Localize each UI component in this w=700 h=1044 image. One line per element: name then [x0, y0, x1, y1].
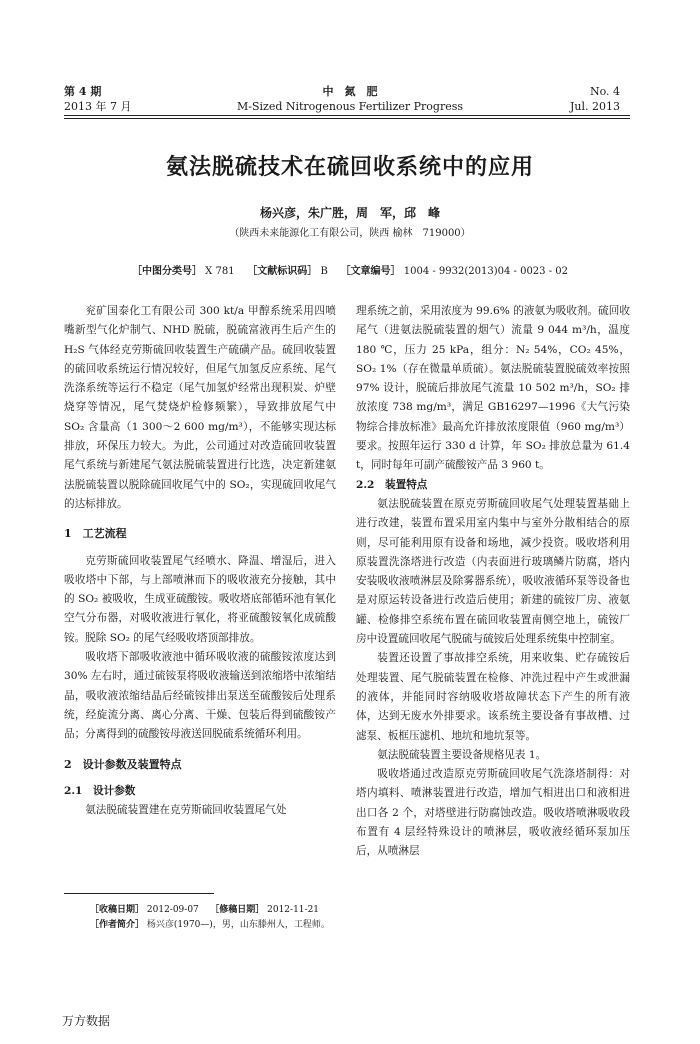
- section-1-paragraph-2: 吸收塔下部吸收液池中循环吸收液的硫酸铵浓度达到 30% 左右时，通过硫铵泵将吸收液输送到浓缩塔中浓缩结晶，吸收液浓缩结晶后经硫铵排出泵送至硫酸铵后处理系统，经旋流分离、离心分离、干燥、包装后得到硫酸铵产品；分离得到的硫酸铵母液送回脱硫系统循环利用。: [64, 651, 336, 741]
- issue-date: 2013 年 7 月: [64, 100, 132, 113]
- section-2-2-paragraph-2: 装置还设置了事故排空系统，用来收集、贮存硫铵后处理装置、尾气脱硫装置在检修、冲洗过程中产生或泄漏的液体，并能同时容纳吸收塔故障状态下产生的所有液体，达到无废水外排要求。该系统主要设备有事故槽、过滤泵、板框压滤机、地坑和地坑泵等。: [356, 652, 630, 742]
- header-rule: [64, 115, 630, 116]
- article-authors: 杨兴彦，朱广胜，周 军，邱 峰: [259, 206, 440, 220]
- received-date: 2012-09-07: [146, 905, 199, 915]
- classification-label: ［中图分类号］: [131, 266, 202, 277]
- header-right: [570, 84, 620, 114]
- section-2-1-continued: 理系统之前，采用浓度为 99.6% 的液氨为吸收剂。硫回收尾气（进氨法脱硫装置的烟气）流量 9 044 m³/h，温度 180 ℃，压力 25 kPa，组分：N₂ 54%，CO₂ 45%，SO₂ 1%（存在微量单质硫）。氨法脱硫装置脱硫效率按照 97% 设计，脱硫后排放尾气流量 10 502 m³/h，SO₂ 排放浓度 738 mg/m³，满足 GB16297—1996《大气污染物综合排放标准》最高允许排放浓度限值（960 mg/m³）要求。按照年运行 330 d 计算，年 SO₂ 排放总量为 61.4 t，同时每年可副产硫酸铵产品 3 960 t。: [356, 305, 630, 472]
- revised-label: ［修稿日期］: [210, 905, 265, 915]
- article-affiliation: （陕西未来能源化工有限公司，陕西 榆林 719000）: [229, 228, 471, 239]
- footnote-dates: [90, 903, 319, 917]
- right-column: [356, 302, 630, 862]
- article-number-label: ［文章编号］: [340, 266, 401, 277]
- header-rule-thin: [64, 118, 630, 119]
- doc-code-label: ［文献标识码］: [247, 266, 318, 277]
- section-2-1-paragraph: 氨法脱硫装置建在克劳斯硫回收装置尾气处: [85, 804, 287, 817]
- received-label: ［收稿日期］: [90, 905, 145, 915]
- doc-code: B: [320, 266, 328, 277]
- section-2-heading: 2 设计参数及装置特点: [64, 757, 182, 771]
- classification-line: [0, 262, 700, 277]
- article-title: 氨法脱硫技术在硫回收系统中的应用: [165, 154, 534, 180]
- section-2-2-heading: 2.2 装置特点: [356, 478, 428, 491]
- issue-number-en: No. 4: [589, 85, 620, 98]
- issue-date-en: Jul. 2013: [570, 100, 620, 113]
- issue-number: 第 4 期: [64, 85, 102, 98]
- footnote-rule: [64, 893, 214, 894]
- journal-name-cn: 中 氮 肥: [322, 85, 378, 98]
- section-2-2-paragraph-4: 吸收塔通过改造原克劳斯硫回收尾气洗涤塔制得：对塔内填料、喷淋装置进行改造，增加气相进出口和液相进出口各 2 个，对塔壁进行防腐蚀改造。吸收塔喷淋吸收段布置有 4 层经特殊设计的喷淋层，吸收液经循环泵加压后，从喷淋层: [356, 768, 630, 858]
- section-1-paragraph-1: 克劳斯硫回收装置尾气经喷水、降温、增湿后，进入吸收塔中下部，与上部喷淋而下的吸收液充分接触，其中的 SO₂ 被吸收，生成亚硫酸铵。吸收塔底部循环池有氧化空气分布器，对吸收液进行氧化，将亚硫酸铵氧化成硫酸铵。脱除 SO₂ 的尾气经吸收塔顶部排放。: [64, 554, 336, 644]
- left-column: [64, 302, 336, 820]
- section-2-2-paragraph-1: 氨法脱硫装置在原克劳斯硫回收尾气处理装置基础上进行改建，装置布置采用室内集中与室外分散相结合的原则，尽可能利用原有设备和场地，减少投资。吸收塔利用原装置洗涤塔进行改造（内表面进行玻璃鳞片防腐，塔内安装吸收液喷淋层及除雾器系统），吸收液循环泵等设备也是对原运转设备进行改造后使用；新建的硫铵厂房、液氨罐、检修排空系统布置在硫回收装置南侧空地上，硫铵厂房中设置硫回收尾气脱硫与硫铵后处理系统集中控制室。: [356, 497, 630, 646]
- section-2-2-paragraph-3: 氨法脱硫装置主要设备规格见表 1。: [377, 748, 547, 761]
- intro-paragraph: 兖矿国泰化工有限公司 300 kt/a 甲醇系统采用四喷嘴新型气化炉制气、NHD 脱硫，脱硫富液再生后产生的 H₂S 气体经克劳斯硫回收装置生产硫磺产品。硫回收装置的硫回收系统运行情况较好，但尾气加氢反应系统、尾气洗涤系统等运行不稳定（尾气加氢炉经常出现积炭、炉壁烧穿等情况，尾气焚烧炉检修频繁），导致排放尾气中 SO₂ 含量高（1 300～2 600 mg/m³），不能够实现达标排放，环保压力较大。为此，公司通过对改造硫回收装置尾气系统与新建尾气氨法脱硫装置进行比选，决定新建氨法脱硫装置以脱除硫回收尾气中的 SO₂，实现硫回收尾气的达标排放。: [64, 305, 336, 510]
- section-2-1-heading: 2.1 设计参数: [64, 784, 136, 797]
- section-1-heading: 1 工艺流程: [64, 527, 127, 541]
- classification-code: X 781: [205, 266, 235, 277]
- watermark-text: 万方数据: [62, 1014, 111, 1028]
- author-bio: 杨兴彦(1970—)，男，山东滕州人，工程师。: [146, 920, 330, 930]
- journal-name-en: M-Sized Nitrogenous Fertilizer Progress: [236, 100, 464, 113]
- revised-date: 2012-11-21: [267, 905, 320, 915]
- article-number: 1004 - 9932(2013)04 - 0023 - 02: [403, 266, 568, 277]
- author-bio-label: ［作者简介］: [90, 920, 145, 930]
- footnote-author: [90, 918, 330, 932]
